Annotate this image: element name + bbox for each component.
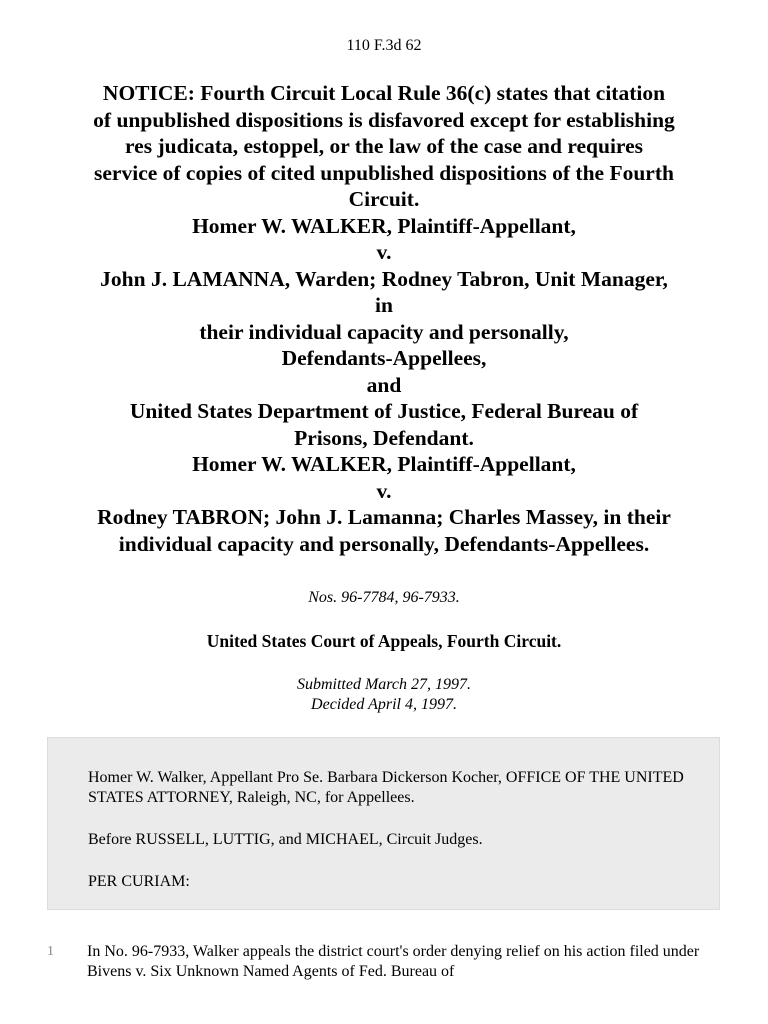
caption-line: Rodney TABRON; John J. Lamanna; Charles Massey, in their (97, 505, 671, 529)
paragraph-number: 1 (47, 944, 54, 959)
per-curiam: PER CURIAM: (88, 873, 190, 890)
caption-line: Homer W. WALKER, Plaintiff-Appellant, (192, 213, 576, 238)
caption-line: of unpublished dispositions is disfavored except for establishing (93, 107, 675, 132)
caption-line: Prisons, Defendant. (294, 425, 474, 450)
paragraph-text: In No. 96-7933, Walker appeals the district court's order denying relief on his action filed under Bivens v. Six Unknown Named Agents of Fed. Bureau of (87, 943, 700, 980)
caption-line: their individual capacity and personally, (199, 319, 569, 344)
caption-line: v. (376, 478, 392, 503)
caption-line: res judicata, estoppel, or the law of the case and requires (125, 134, 643, 158)
decision-dates (0, 675, 768, 715)
caption-line: v. (376, 240, 392, 264)
caption-line: service of copies of cited unpublished dispositions of the Fourth (94, 160, 674, 185)
caption-line: Defendants-Appellees, (281, 346, 487, 370)
counsel-text: Homer W. Walker, Appellant Pro Se. Barbara Dickerson Kocher, OFFICE OF THE UNITED STATES ATTORNEY, Raleigh, NC, for Appellees. (88, 769, 684, 806)
caption-line: individual capacity and personally, Defendants-Appellees. (118, 531, 650, 556)
court-name: United States Court of Appeals, Fourth Circuit. (206, 631, 562, 651)
submitted-date: Submitted March 27, 1997. (296, 676, 472, 693)
caption-line: United States Department of Justice, Federal Bureau of (129, 399, 639, 423)
docket-numbers: Nos. 96-7784, 96-7933. (308, 589, 460, 606)
counsel-box (47, 737, 720, 910)
caption-line: Circuit. (348, 187, 420, 211)
citation: 110 F.3d 62 (346, 37, 422, 54)
panel-judges: Before RUSSELL, LUTTIG, and MICHAEL, Circuit Judges. (88, 831, 483, 848)
decided-date: Decided April 4, 1997. (311, 696, 457, 713)
caption-line: Homer W. WALKER, Plaintiff-Appellant, (192, 452, 576, 476)
caption-line: and (366, 372, 402, 397)
caption-line: NOTICE: Fourth Circuit Local Rule 36(c) states that citation (102, 81, 666, 105)
caption-line: John J. LAMANNA, Warden; Rodney Tabron, Unit Manager, (100, 266, 668, 291)
case-caption (40, 80, 728, 557)
caption-line: in (375, 293, 393, 317)
